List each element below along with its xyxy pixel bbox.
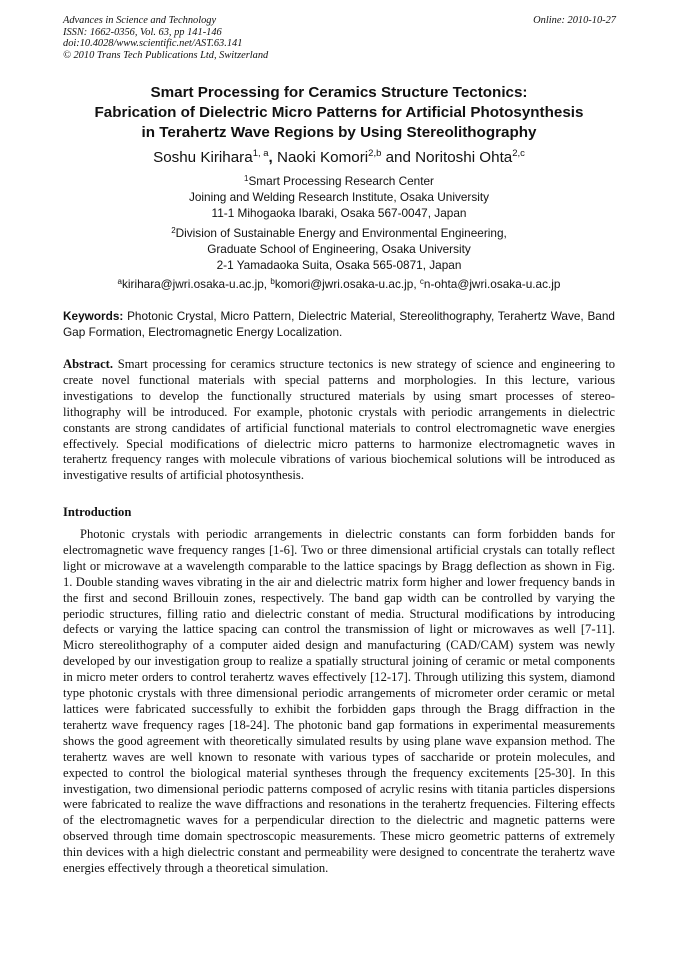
journal-name: Advances in Science and Technology xyxy=(63,15,217,26)
journal-doi: doi:10.4028/www.scientific.net/AST.63.141 xyxy=(63,38,243,50)
title-line: Fabrication of Dielectric Micro Patterns for Artificial Photosynthesis xyxy=(94,104,584,121)
keywords-label: Keywords: xyxy=(63,309,124,323)
affiliation xyxy=(40,174,638,221)
title-line: Smart Processing for Ceramics Structure Tectonics: xyxy=(150,84,528,101)
online-date: Online: 2010-10-27 xyxy=(533,15,616,26)
email-link[interactable]: komori@jwri.osaka-u.ac.jp xyxy=(274,277,414,291)
affiliation-line: 2-1 Yamadaoka Suita, Osaka 565-0871, Japan xyxy=(216,257,462,272)
affiliation-line: Joining and Welding Research Institute, Osaka University xyxy=(188,189,490,204)
abstract-label: Abstract. xyxy=(63,357,114,371)
paper-title xyxy=(40,83,638,143)
affiliation-line: Division of Sustainable Energy and Environmental Engineering, xyxy=(175,226,507,240)
author-list xyxy=(40,149,638,166)
introduction-heading: Introduction xyxy=(63,505,132,519)
journal-issn: ISSN: 1662-0356, Vol. 63, pp 141-146 xyxy=(63,26,222,38)
author-separator: , xyxy=(268,149,277,166)
affiliation-number: 1 xyxy=(243,174,249,183)
email-mark: a xyxy=(117,277,122,286)
title-line: in Terahertz Wave Regions by Using Stereolithography xyxy=(141,124,537,141)
author-affiliation-mark: 2,c xyxy=(512,148,525,159)
abstract-text: Smart processing for ceramics structure tectonics is new strategy of science and engineering to create novel functional materials with special patterns and morphologies. In this lecture, various investigations to develop the functionally structured materials by using smart processes of stereo- lithography will be introduced. For example, photonic crystals with periodic arrangements in dielectric constants are strong candidates of artificial functional materials to control electromagnetic wave energies effectively. Special modifications of dielectric micro patterns to harmonize electromagnetic waves in terahertz frequency ranges with molecule vibrations of various biochemical solutions will be introduced as investigative results of artificial photosynthesis. xyxy=(63,357,615,483)
author-affiliation-mark: 1, a xyxy=(252,148,269,159)
keywords-text: Photonic Crystal, Micro Pattern, Dielectric Material, Stereolithography, Terahertz Wave, Band Gap Formation, Electromagnetic Energy Localization. xyxy=(63,309,615,339)
journal-copyright: © 2010 Trans Tech Publications Ltd, Switzerland xyxy=(63,49,269,61)
email-separator: , xyxy=(413,277,420,291)
email-link[interactable]: kirihara@jwri.osaka-u.ac.jp xyxy=(122,277,264,291)
introduction-text: Photonic crystals with periodic arrangements in dielectric constants can form forbidden bands for electromagnetic wave frequency ranges [1-6]. Two or three dimensional artificial crystals can totally reflect light or microwave at a wavelength comparable to the lattice spacings by Bragg deflection as shown in Fig. 1. Double standing waves vibrating in the air and dielectric matrix form higher and lower frequency bands in the first and second Brillouin zones, respectively. The band gap width can be controlled by varying the periodic structures, filling ratio and dielectric constant of media. Structural modifications by introducing defects or varying the lattice spacing can control the transmission of light or microwaves as well [7-11]. Micro stereolithography of a computer aided design and manufacturing (CAD/CAM) system was newly developed by our investigation group to realize a spatially structural joining of ceramic or metal components in micro meter orders to control terahertz waves effectively [12-17]. Through utilizing this system, diamond type photonic crystals with three dimensional periodic arrangements of micrometer order ceramic or metal lattices were fabricated successfully to exhibit the forbidden gaps through the Bragg diffraction in the terahertz wave frequency rages [18-24]. The photonic band gap formations in experimental measurements shows the good agreement with theoretically simulated results by using plane wave expansion method. The terahertz waves are well known to resonate with various types of saccharide or protein molecules, and expected to control the biological material syntheses through the frequency excitements [25-30]. In this investigation, two dimensional periodic patterns composed of acrylic resins with titania particles dispersions were fabricated to realize the wave diffractions and resonations in the terahertz frequencies. Filtering effects of the electromagnetic waves for a perpendicular direction to the dielectric and magnetic patterns were observed through time domain spectroscopic measurements. These micro geometric patterns of extremely thin devices with a high dielectric constant and permeability were designed to concentrate the terahertz wave energies effectively through a theoretical simulation. xyxy=(63,527,615,876)
author-name: Naoki Komori xyxy=(277,149,369,166)
journal-info xyxy=(63,15,268,61)
affiliation-line: Smart Processing Research Center xyxy=(248,174,434,188)
email-link[interactable]: n-ohta@jwri.osaka-u.ac.jp xyxy=(423,277,561,291)
email-separator: , xyxy=(263,277,271,291)
affiliation xyxy=(40,226,638,273)
affiliation-line: Graduate School of Engineering, Osaka University xyxy=(207,241,471,256)
email-list xyxy=(40,277,638,293)
email-mark: b xyxy=(270,277,275,286)
author-name: Noritoshi Ohta xyxy=(415,149,513,166)
author-conjunction: and xyxy=(381,149,416,166)
author-affiliation-mark: 2,b xyxy=(368,148,382,159)
email-mark: c xyxy=(419,277,424,286)
affiliation-number: 2 xyxy=(171,226,176,235)
author-name: Soshu Kirihara xyxy=(153,149,253,166)
abstract-block xyxy=(63,357,615,484)
keywords-block xyxy=(63,309,615,341)
affiliation-line: 11-1 Mihogaoka Ibaraki, Osaka 567-0047, Japan xyxy=(211,205,467,220)
